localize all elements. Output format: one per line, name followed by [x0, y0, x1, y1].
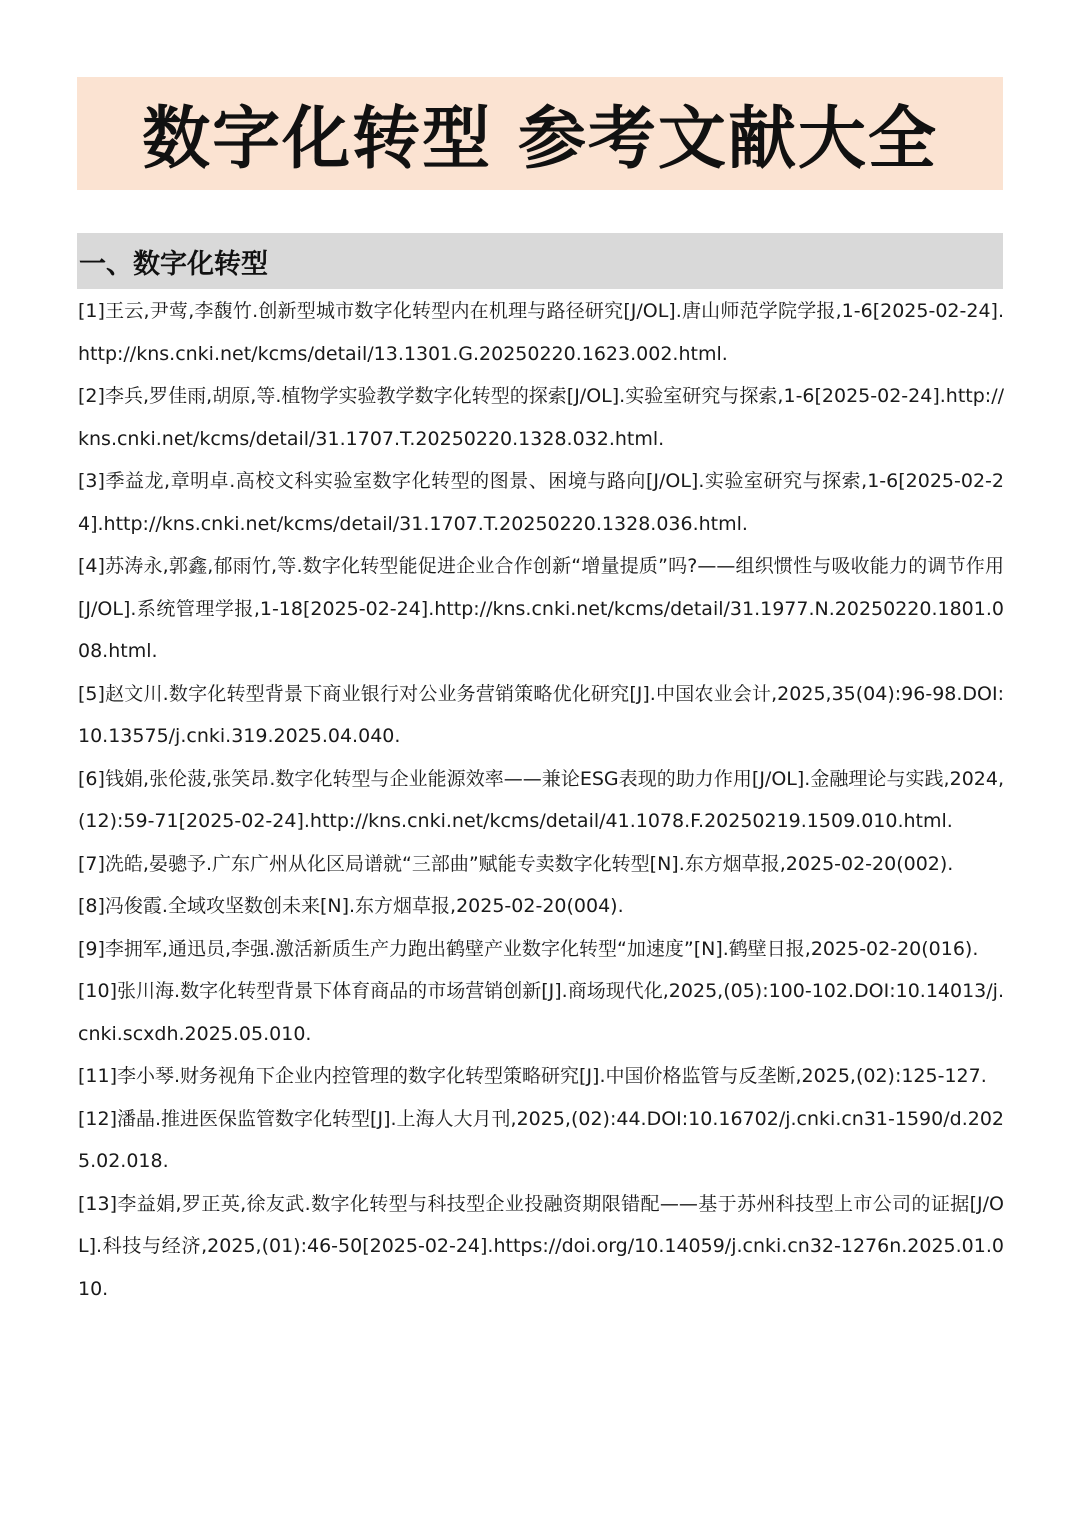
title-banner	[77, 77, 1003, 190]
reference-list	[78, 290, 1004, 1310]
reference-item: [4]苏涛永,郭鑫,郁雨竹,等.数字化转型能促进企业合作创新“增量提质”吗?——组织惯性与吸收能力的调节作用[J/OL].系统管理学报,1-18[2025-02-24].http://kns.cnki.net/kcms/detail/31.1977.N.20250220.1801.008.html.	[78, 555, 1004, 662]
reference-item: [2]李兵,罗佳雨,胡原,等.植物学实验教学数字化转型的探索[J/OL].实验室研究与探索,1-6[2025-02-24].http://kns.cnki.net/kcms/detail/31.1707.T.20250220.1328.032.html.	[78, 385, 1004, 450]
reference-item: [7]冼皓,晏骢予.广东广州从化区局谱就“三部曲”赋能专卖数字化转型[N].东方烟草报,2025-02-20(002).	[78, 852, 954, 875]
section-header	[77, 233, 1003, 289]
reference-item: [12]潘晶.推进医保监管数字化转型[J].上海人大月刊,2025,(02):44.DOI:10.16702/j.cnki.cn31-1590/d.2025.02.018.	[78, 1107, 1004, 1172]
reference-item: [11]李小琴.财务视角下企业内控管理的数字化转型策略研究[J].中国价格监管与反垄断,2025,(02):125-127.	[78, 1065, 987, 1087]
reference-item: [9]李拥军,通迅员,李强.激活新质生产力跑出鹤壁产业数字化转型“加速度”[N].鹤壁日报,2025-02-20(016).	[78, 937, 979, 960]
reference-item: [10]张川海.数字化转型背景下体育商品的市场营销创新[J].商场现代化,2025,(05):100-102.DOI:10.14013/j.cnki.scxdh.2025.05.010.	[78, 980, 1004, 1045]
page-title: 数字化转型 参考文献大全	[142, 99, 938, 179]
reference-item: [3]季益龙,章明卓.高校文科实验室数字化转型的图景、困境与路向[J/OL].实验室研究与探索,1-6[2025-02-24].http://kns.cnki.net/kcms/detail/31.1707.T.20250220.1328.036.html.	[78, 470, 1004, 535]
reference-item: [1]王云,尹莺,李馥竹.创新型城市数字化转型内在机理与路径研究[J/OL].唐山师范学院学报,1-6[2025-02-24].http://kns.cnki.net/kcms/detail/13.1301.G.20250220.1623.002.html.	[78, 300, 1004, 365]
reference-item: [6]钱娟,张伦菠,张笑昂.数字化转型与企业能源效率——兼论ESG表现的助力作用[J/OL].金融理论与实践,2024,(12):59-71[2025-02-24].http://kns.cnki.net/kcms/detail/41.1078.F.20250219.1509.010.html.	[78, 767, 1004, 832]
section-title: 一、数字化转型	[79, 248, 268, 280]
reference-item: [13]李益娟,罗正英,徐友武.数字化转型与科技型企业投融资期限错配——基于苏州科技型上市公司的证据[J/OL].科技与经济,2025,(01):46-50[2025-02-24].https://doi.org/10.14059/j.cnki.cn32-1276n.2025.01.010.	[78, 1192, 1004, 1300]
reference-item: [5]赵文川.数字化转型背景下商业银行对公业务营销策略优化研究[J].中国农业会计,2025,35(04):96-98.DOI:10.13575/j.cnki.319.2025.04.040.	[78, 682, 1004, 747]
reference-item: [8]冯俊霞.全域攻坚数创未来[N].东方烟草报,2025-02-20(004).	[78, 895, 624, 917]
